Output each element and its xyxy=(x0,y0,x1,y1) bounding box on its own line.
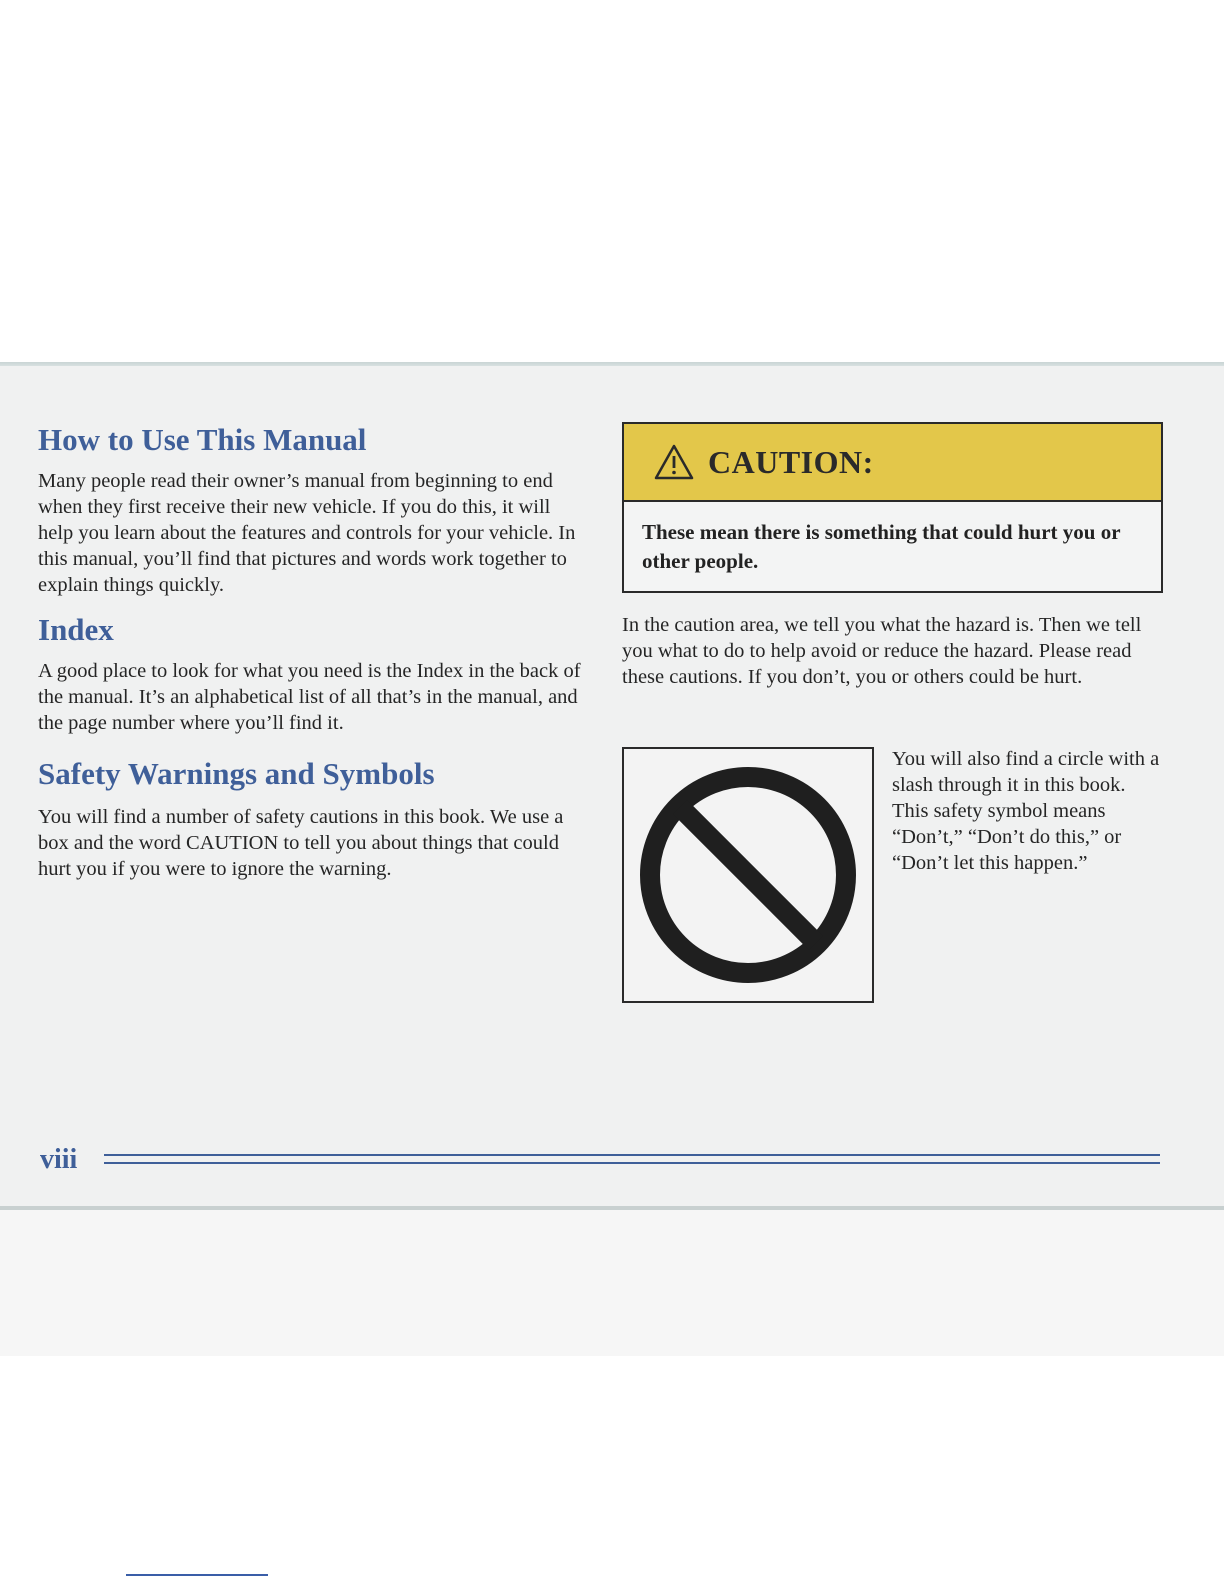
section-body-how-to-use: Many people read their owner’s manual from beginning to end when they first receive their new vehicle. If you do this, it will help you learn about the features and controls for your vehicle. In this manual, you’ll find that pictures and words work together to explain things quickly. xyxy=(38,470,576,596)
caution-text: These mean there is something that could hurt you or other people. xyxy=(642,520,1121,573)
section-body-index: A good place to look for what you need is the Index in the back of the manual. It’s an alphabetical list of all that’s in the manual, and the page number where you’ll find it. xyxy=(38,660,581,734)
page-number: viii xyxy=(40,1144,78,1175)
section-body-safety-warnings: You will find a number of safety cautions in this book. We use a box and the word CAUTION to tell you about things that could hurt you if you were to ignore the warning. xyxy=(38,806,564,880)
warning-triangle-icon xyxy=(654,444,694,480)
caution-box xyxy=(622,422,1163,593)
section-title-index: Index xyxy=(38,612,114,647)
caution-header xyxy=(624,424,1161,502)
caution-explanation-text: In the caution area, we tell you what the hazard is. Then we tell you what to do to help avoid or reduce the hazard. Please read these cautions. If you don’t, you or others could be hurt. xyxy=(622,614,1142,688)
left-column xyxy=(38,422,583,882)
section-title-safety-warnings: Safety Warnings and Symbols xyxy=(38,756,435,791)
symbol-box xyxy=(622,747,874,1003)
caution-explanation xyxy=(622,612,1162,690)
bottom-rule xyxy=(126,1574,268,1576)
manual-page xyxy=(0,366,1224,1210)
scan-margin xyxy=(0,1210,1224,1356)
symbol-description xyxy=(892,746,1164,876)
footer-rule xyxy=(104,1154,1160,1164)
page-footer xyxy=(40,1144,1162,1174)
section-title-how-to-use: How to Use This Manual xyxy=(38,422,367,457)
caution-title: CAUTION: xyxy=(708,443,874,480)
prohibition-circle-slash-icon xyxy=(638,765,858,985)
symbol-description-text: You will also find a circle with a slash through it in this book. This safety symbol means “Don’t,” “Don’t do this,” or “Don’t let this happen.” xyxy=(892,748,1160,874)
